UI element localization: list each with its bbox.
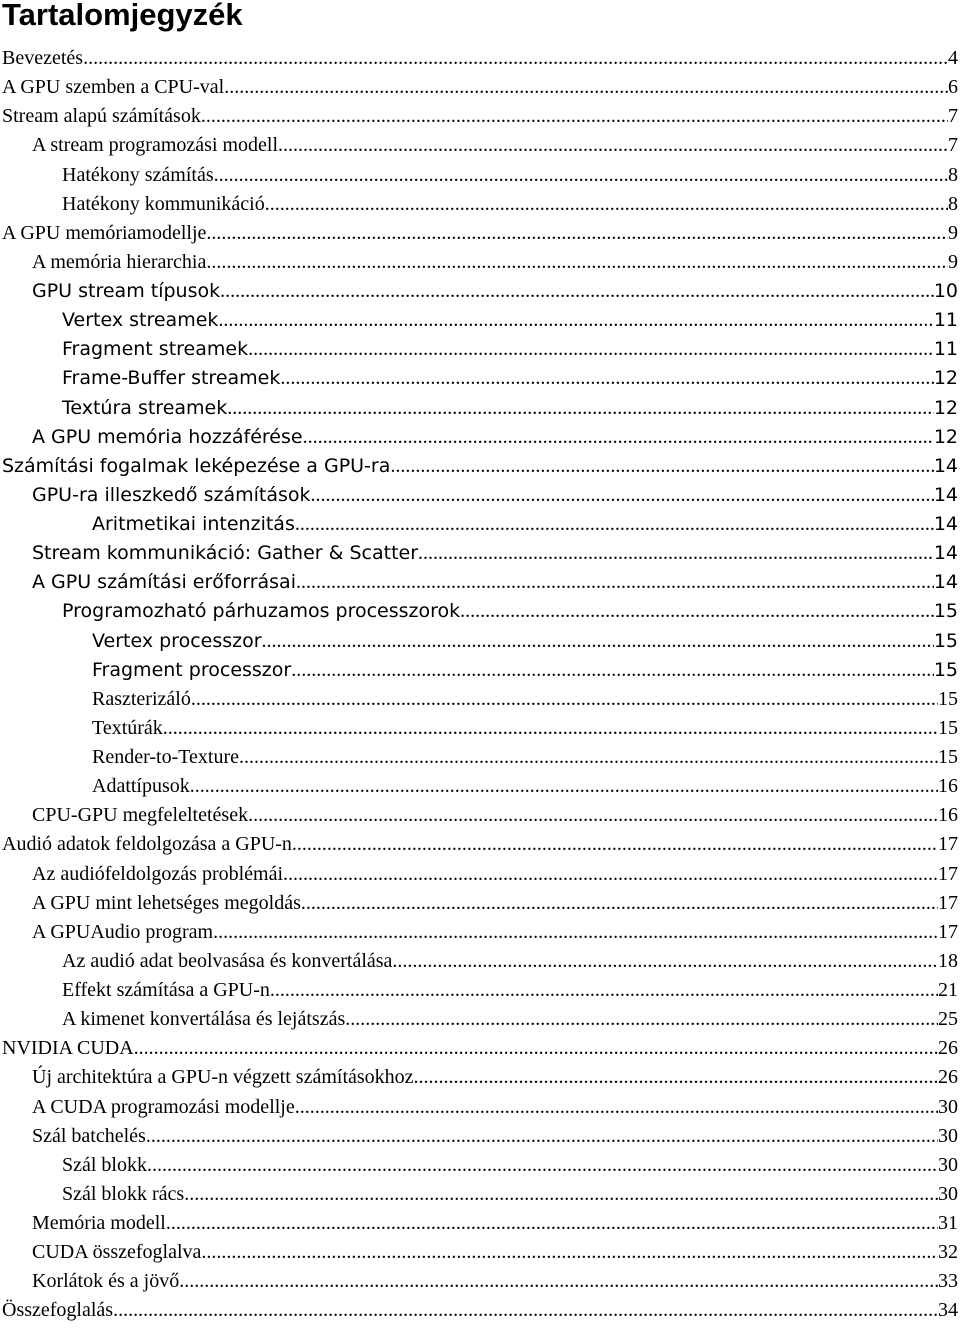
toc-entry-page-number: 11 <box>933 309 958 332</box>
toc-entry-label: A stream programozási modell <box>32 134 279 157</box>
toc-entry-label: A GPUAudio program <box>32 920 214 943</box>
toc-entry[interactable] <box>0 219 958 248</box>
toc-entry[interactable] <box>0 539 958 568</box>
toc-entry-page-number: 14 <box>933 454 958 477</box>
toc-entry[interactable] <box>0 248 958 277</box>
toc-entry[interactable] <box>0 889 958 918</box>
toc-entry[interactable] <box>0 102 958 131</box>
toc-entry-page-number: 15 <box>938 687 958 710</box>
toc-entry[interactable] <box>0 510 958 539</box>
toc-entry[interactable] <box>0 656 958 685</box>
toc-entry-page-number: 30 <box>938 1182 958 1205</box>
toc-entry[interactable] <box>0 452 958 481</box>
toc-entry-page-number: 17 <box>938 920 958 943</box>
toc-entry-label: Audió adatok feldolgozása a GPU-n <box>2 833 292 856</box>
toc-entry[interactable] <box>0 597 958 626</box>
dot-leader <box>113 1296 938 1331</box>
toc-entry[interactable] <box>0 44 958 73</box>
toc-entry-label: Textúra streamek <box>62 396 228 419</box>
toc-entry-page-number: 30 <box>938 1124 958 1147</box>
toc-entry-label: Szál blokk rács <box>62 1182 185 1205</box>
toc-entry-label: A kimenet konvertálása és lejátszás <box>62 1008 346 1031</box>
toc-entry-page-number: 14 <box>933 571 958 594</box>
toc-entry-label: Fragment streamek <box>62 338 249 361</box>
toc-entry-page-number: 12 <box>933 367 958 390</box>
toc-entry[interactable] <box>0 743 958 772</box>
toc-entry[interactable] <box>0 394 958 423</box>
toc-entry-label: A GPU memóriamodellje <box>2 221 207 244</box>
toc-entry-page-number: 12 <box>933 396 958 419</box>
toc-entry-page-number: 31 <box>938 1212 958 1234</box>
toc-entry[interactable] <box>0 1122 958 1151</box>
toc-entry[interactable] <box>0 423 958 452</box>
toc-entry[interactable] <box>0 277 958 306</box>
toc-entry-label: Új architektúra a GPU-n végzett számításokhoz <box>32 1066 414 1089</box>
toc-entry-label: A GPU számítási erőforrásai <box>32 571 296 594</box>
toc-entry-label: A CUDA programozási modellje <box>32 1095 295 1118</box>
toc-entry-page-number: 30 <box>938 1153 958 1176</box>
toc-entry[interactable] <box>0 860 958 889</box>
toc-entry[interactable] <box>0 685 958 714</box>
toc-entry-label: Számítási fogalmak leképezése a GPU-ra <box>2 454 391 477</box>
toc-entry-page-number: 9 <box>948 250 958 273</box>
toc-entry-label: Frame-Buffer streamek <box>62 367 281 390</box>
toc-entry[interactable] <box>0 73 958 102</box>
toc-entry-label: CUDA összefoglalva <box>32 1241 202 1264</box>
toc-entry[interactable] <box>0 801 958 830</box>
toc-entry-page-number: 7 <box>948 105 958 128</box>
toc-entry-page-number: 17 <box>938 862 958 885</box>
toc-entry-label: A GPU szemben a CPU-val <box>2 76 225 99</box>
toc-entry[interactable] <box>0 190 958 219</box>
toc-entry-label: Render-to-Texture <box>92 746 240 768</box>
toc-entry-page-number: 15 <box>938 716 958 739</box>
toc-entry-page-number: 15 <box>933 629 958 652</box>
toc-entry-page-number: 11 <box>933 338 958 361</box>
toc-entry[interactable] <box>0 947 958 976</box>
toc-entry-label: Textúrák <box>92 716 163 739</box>
toc-entry-label: A memória hierarchia <box>32 250 207 273</box>
toc-entry-label: Adattípusok <box>92 775 190 798</box>
toc-entry-label: Raszterizáló <box>92 687 191 710</box>
toc-entry-label: Összefoglalás <box>2 1299 114 1322</box>
toc-entry-label: A GPU mint lehetséges megoldás <box>32 891 301 914</box>
toc-entry-label: Programozható párhuzamos processzorok <box>62 600 461 623</box>
toc-entry-page-number: 16 <box>938 804 958 827</box>
toc-entry-page-number: 34 <box>938 1299 958 1322</box>
toc-entry-label: Szál batchelés <box>32 1124 146 1147</box>
toc-entry-label: CPU-GPU megfeleltetések <box>32 804 249 827</box>
toc-entry[interactable] <box>0 830 958 859</box>
toc-entry-label: Memória modell <box>32 1212 166 1234</box>
toc-entry-label: Az audió adat beolvasása és konvertálása <box>62 949 393 972</box>
table-of-contents <box>0 44 958 1326</box>
toc-entry-page-number: 30 <box>938 1095 958 1118</box>
toc-entry[interactable] <box>0 306 958 335</box>
toc-entry[interactable] <box>0 1238 958 1267</box>
toc-entry-page-number: 25 <box>938 1008 958 1031</box>
toc-entry[interactable] <box>0 1063 958 1092</box>
toc-entry-page-number: 15 <box>933 658 958 681</box>
toc-entry-page-number: 10 <box>933 280 958 302</box>
page-title: Tartalomjegyzék <box>2 0 243 32</box>
toc-entry-page-number: 17 <box>938 891 958 914</box>
toc-entry-label: Effekt számítása a GPU-n <box>62 979 270 1001</box>
toc-entry-page-number: 15 <box>938 746 958 768</box>
toc-entry[interactable] <box>0 161 958 190</box>
toc-entry[interactable] <box>0 364 958 393</box>
toc-entry-label: Hatékony számítás <box>62 163 214 186</box>
toc-entry-label: Vertex streamek <box>62 309 219 332</box>
toc-entry[interactable] <box>0 1034 958 1063</box>
toc-entry[interactable] <box>0 976 958 1005</box>
toc-entry-page-number: 12 <box>933 425 958 448</box>
toc-entry-label: Aritmetikai intenzitás <box>92 513 295 535</box>
toc-entry-page-number: 14 <box>933 483 958 506</box>
toc-entry-page-number: 14 <box>933 542 958 565</box>
toc-entry-label: A GPU memória hozzáférése <box>32 425 303 448</box>
toc-entry[interactable] <box>0 568 958 597</box>
toc-entry-label: NVIDIA CUDA <box>2 1037 134 1060</box>
toc-entry-page-number: 4 <box>948 47 958 69</box>
toc-entry[interactable] <box>0 772 958 801</box>
toc-entry[interactable] <box>0 1267 958 1296</box>
toc-entry-label: Stream kommunikáció: Gather & Scatter <box>32 542 419 565</box>
toc-entry[interactable] <box>0 918 958 947</box>
toc-entry-page-number: 6 <box>948 76 958 99</box>
toc-entry[interactable] <box>0 1151 958 1180</box>
toc-entry[interactable] <box>0 481 958 510</box>
toc-entry-label: Vertex processzor <box>92 629 262 652</box>
toc-entry[interactable] <box>0 1209 958 1238</box>
toc-entry[interactable] <box>0 1005 958 1034</box>
toc-entry-label: Fragment processzor <box>92 658 292 681</box>
toc-entry-label: Korlátok és a jövő <box>32 1270 180 1293</box>
toc-entry-page-number: 7 <box>948 134 958 157</box>
toc-entry-label: Stream alapú számítások <box>2 105 201 128</box>
toc-entry-label: GPU-ra illeszkedő számítások <box>32 483 311 506</box>
toc-entry-page-number: 15 <box>933 600 958 623</box>
toc-entry-page-number: 17 <box>938 833 958 856</box>
toc-entry[interactable] <box>0 1296 958 1325</box>
toc-entry-page-number: 33 <box>938 1270 958 1293</box>
toc-entry-label: GPU stream típusok <box>32 280 221 302</box>
toc-entry-page-number: 26 <box>938 1037 958 1060</box>
toc-entry[interactable] <box>0 335 958 364</box>
toc-entry-page-number: 16 <box>938 775 958 798</box>
toc-entry-label: Az audiófeldolgozás problémái <box>32 862 284 885</box>
toc-entry-page-number: 26 <box>938 1066 958 1089</box>
toc-entry-page-number: 18 <box>938 949 958 972</box>
toc-entry-page-number: 14 <box>933 513 958 535</box>
toc-entry[interactable] <box>0 1093 958 1122</box>
toc-entry[interactable] <box>0 1180 958 1209</box>
toc-entry[interactable] <box>0 714 958 743</box>
toc-entry-page-number: 9 <box>948 221 958 244</box>
toc-entry[interactable] <box>0 627 958 656</box>
toc-entry-page-number: 32 <box>938 1241 958 1264</box>
toc-entry-label: Bevezetés <box>2 47 84 69</box>
toc-entry-page-number: 8 <box>948 192 958 215</box>
toc-entry-page-number: 21 <box>938 979 958 1001</box>
toc-entry-page-number: 8 <box>948 163 958 186</box>
toc-entry-label: Szál blokk <box>62 1153 147 1176</box>
toc-entry[interactable] <box>0 131 958 160</box>
toc-entry-label: Hatékony kommunikáció <box>62 192 265 215</box>
